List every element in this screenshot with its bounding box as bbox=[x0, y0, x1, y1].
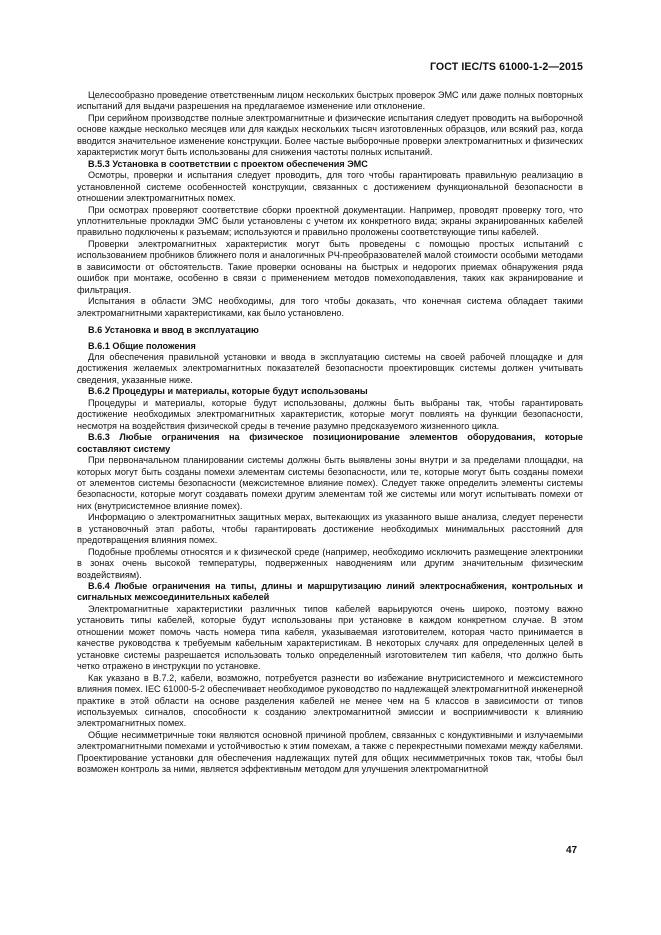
paragraph: Для обеспечения правильной установки и ввода в эксплуатацию системы на своей рабочей площадке и для достижения желаемых электромагнитных показателей безопасности проектировщик системы должен учитывать сведения, указанные ниже. bbox=[77, 351, 583, 385]
paragraph: Испытания в области ЭМС необходимы, для того чтобы доказать, что конечная система обладает такими электромагнитными характеристиками, как было установлено. bbox=[77, 296, 583, 318]
paragraph: Целесообразно проведение ответственным лицом нескольких быстрых проверок ЭМС или даже полных повторных испытаний для выдачи разрешения на предлагаемое изменение или отклонение. bbox=[77, 90, 583, 112]
paragraph: Информацию о электромагнитных защитных мерах, вытекающих из указанного выше анализа, следует перенести в установочный этап работы, чтобы гарантировать достижение необходимых минимальных расстояний для предотвращения влияния помех. bbox=[77, 512, 583, 546]
paragraph: Осмотры, проверки и испытания следует проводить, для того чтобы гарантировать правильную реализацию в установленной системе особенностей конструкции, связанных с достижением функциональной безопасности в отношении электромагнитных помех. bbox=[77, 170, 583, 204]
section-heading: B.6.1 Общие положения bbox=[88, 340, 196, 351]
paragraph: Электромагнитные характеристики различных типов кабелей варьируются очень широко, поэтому важно установить типы кабелей, которые будут использованы при установке в каждом конкретном случае. В этом отношении может помочь часть номера типа кабеля, указываемая изготовителем, которая часто принимается в качестве руководства к требуемым кабельным характеристикам. В некоторых случаях для определенных целей в установке системы разрешается использовать только определенный изготовителем тип кабеля, что должно быть четко отражено в инструкции по установке. bbox=[77, 603, 583, 672]
paragraph: Проверки электромагнитных характеристик могут быть проведены с помощью простых испытаний с использованием пробников ближнего поля и аналогичных РЧ-преобразователей малой стоимости особыми методами в зависимости от обстоятельств. Такие проверки основаны на быстрых и недорогих приемах обнаружения ряда ошибок при монтаже, особенно в связи с применением методов помехоподавления, таких как экранирование и фильтрация. bbox=[77, 238, 583, 295]
page-number: 47 bbox=[566, 845, 578, 856]
section-heading: B.5.3 Установка в соответствии с проектом обеспечения ЭМС bbox=[88, 158, 368, 169]
paragraph: Процедуры и материалы, которые будут использованы, должны быть выбраны так, чтобы гарантировать достижение необходимых электромагнитных характеристик, которые могут повлиять на функции безопасности, несмотря на воздействия физической среды в течение разумно предсказуемого жизненного цикла. bbox=[77, 397, 583, 431]
paragraph: При первоначальном планировании системы должны быть выявлены зоны внутри и за пределами площадки, на которых могут быть созданы помехи элементам системы безопасности, или те, которые могут быть созданы помехи от элементов системы безопасности (межсистемное влияние помех). Следует также определить элементы системы безопасности, которые могут создавать помехи другим элементам той же системы или могут испытывать помехи от них (внутрисистемное влияние помех). bbox=[77, 455, 583, 511]
document-body bbox=[77, 90, 583, 776]
section-heading: B.6.4 Любые ограничения на типы, длины и маршрутизацию линий электроснабжения, контрольных и сигнальных межсоединительных кабелей bbox=[77, 581, 583, 603]
paragraph: При осмотрах проверяют соответствие сборки проектной документации. Например, проводят проверку того, что уплотнительные прокладки ЭМС были установлены с учетом их конкретного вида; экраны экранированных кабелей правильно подключены к разъемам; используются и правильно проложены соответствующие типы кабелей. bbox=[77, 204, 583, 238]
paragraph: Общие несимметричные токи являются основной причиной проблем, связанных с кондуктивными и излучаемыми электромагнитными помехами и устойчивостью к этим помехам, а также с перекрестными помехами между кабелями. Проектирование установки для обеспечения надлежащих путей для общих несимметричных токов так, чтобы был возможен контроль за ними, является эффективным методом для улучшения электромагнитной bbox=[77, 729, 583, 775]
paragraph: Подобные проблемы относятся и к физической среде (например, необходимо исключить размещение электроники в зонах очень высокой температуры, подверженных наводнениям или другим значительным физическим воздействиям). bbox=[77, 546, 583, 580]
section-heading: B.6.3 Любые ограничения на физическое позиционирование элементов оборудования, которые составляют систему bbox=[77, 432, 583, 454]
paragraph: Как указано в B.7.2, кабели, возможно, потребуется разнести во избежание внутрисистемного и межсистемного влияния помех. IEC 61000-5-2 обеспечивает необходимое руководство по надлежащей электромагнитной инженерной практике в этой области на основе разделения кабелей не менее чем на 5 классов в зависимости от типов используемых сигналов, способности к созданию электромагнитной эмиссии и восприимчивости к влиянию электромагнитных помех. bbox=[77, 672, 583, 729]
paragraph: При серийном производстве полные электромагнитные и физические испытания следует проводить на выборочной основе каждые несколько месяцев или для каждых нескольких тысяч изготовленных образцов, или всякий раз, когда вводится значительное изменение конструкции. Более частые выборочные проверки электромагнитных и физических характеристик могут быть использованы для снижения частоты полных испытаний. bbox=[77, 112, 583, 158]
standard-header: ГОСТ IEC/TS 61000-1-2—2015 bbox=[429, 61, 583, 73]
section-heading: B.6.2 Процедуры и материалы, которые будут использованы bbox=[88, 386, 368, 397]
section-title: B.6 Установка и ввод в эксплуатацию bbox=[88, 325, 259, 336]
